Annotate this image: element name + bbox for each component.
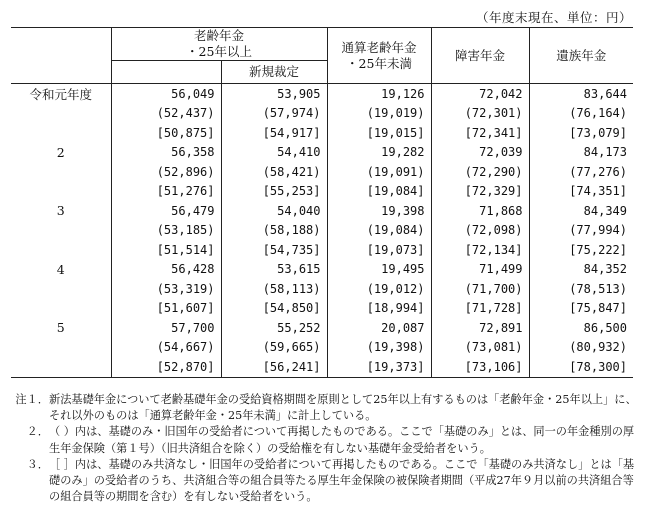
value-cell: [72,134] [431,240,529,260]
value-cell: 56,358 [111,143,221,163]
footnote-label: 注１． [15,393,49,406]
value-cell: (53,319) [111,279,221,299]
value-cell: (76,164) [529,104,633,124]
footnote [11,424,641,456]
value-cell: (54,667) [111,338,221,358]
value-cell: [73,079] [529,123,633,143]
value-cell: [74,351] [529,182,633,202]
value-cell: (53,185) [111,221,221,241]
value-cell: 53,905 [221,84,327,104]
year-cell [11,357,111,377]
table-row [11,104,633,124]
old-age-25plus-label: ・25年以上 [186,44,252,59]
year-cell: 5 [56,320,65,336]
value-cell: 72,039 [431,143,529,163]
value-cell: [54,850] [221,299,327,319]
value-cell: [18,994] [327,299,431,319]
footnote-text: 新法基礎年金について老齢基礎年金の受給資格期間を原則として25年以上有するものは「老齢年金・25年以上」に、それ以外のものは「通算老齢年金・25年未満」に計上している。 [49,393,637,423]
footnote-text: （ ）内は、基礎のみ・旧国年の受給者について再掲したものである。ここで「基礎のみ」とは、同一の年金種別の厚生年金保険（第１号）（旧共済組合を除く）の受給権を有しない基礎年金受給者をいう。 [49,425,635,455]
table-row [11,338,633,358]
value-cell: 53,615 [221,260,327,280]
table-row [11,84,633,104]
year-cell [11,162,111,182]
table-row [11,357,633,377]
value-cell: 20,087 [327,318,431,338]
year-cell: 3 [56,203,65,219]
value-cell: [52,870] [111,357,221,377]
value-cell: 56,479 [111,201,221,221]
value-cell: [72,341] [431,123,529,143]
value-cell: [78,300] [529,357,633,377]
value-cell: [75,222] [529,240,633,260]
value-cell: (19,019) [327,104,431,124]
value-cell: 84,173 [529,143,633,163]
unit-label: （年度末現在、単位：円） [475,10,632,25]
table-row [11,299,633,319]
table-row [11,260,633,280]
disability-pension-header: 障害年金 [431,28,529,84]
value-cell: (19,091) [327,162,431,182]
old-age-pension-header [111,28,327,61]
value-cell: 72,891 [431,318,529,338]
value-cell: 86,500 [529,318,633,338]
new-award-header: 新規裁定 [221,61,327,84]
table-row [11,201,633,221]
under-25-label: ・25年未満 [346,55,412,71]
value-cell: [75,847] [529,299,633,319]
value-cell: (80,932) [529,338,633,358]
value-cell: 54,040 [221,201,327,221]
value-cell: 19,495 [327,260,431,280]
year-header [11,28,111,84]
value-cell: [55,253] [221,182,327,202]
value-cell: (77,276) [529,162,633,182]
value-cell: [19,084] [327,182,431,202]
value-cell: 56,049 [111,84,221,104]
table-row [11,182,633,202]
value-cell: (19,398) [327,338,431,358]
year-cell: 4 [56,261,65,277]
year-cell [11,221,111,241]
value-cell: 19,398 [327,201,431,221]
value-cell: [56,241] [221,357,327,377]
value-cell: (72,301) [431,104,529,124]
value-cell: 56,428 [111,260,221,280]
value-cell: (58,113) [221,279,327,299]
value-cell: (72,098) [431,221,529,241]
transitional-pension-label: 通算老齢年金 [341,39,417,55]
value-cell: [19,015] [327,123,431,143]
year-cell [11,104,111,124]
table-row [11,279,633,299]
value-cell: (19,012) [327,279,431,299]
value-cell: (77,994) [529,221,633,241]
table-row [11,221,633,241]
value-cell: (52,896) [111,162,221,182]
value-cell: 84,349 [529,201,633,221]
value-cell: (52,437) [111,104,221,124]
value-cell: [51,607] [111,299,221,319]
value-cell: 19,126 [327,84,431,104]
value-cell: (58,188) [221,221,327,241]
value-cell: [71,728] [431,299,529,319]
value-cell: [19,073] [327,240,431,260]
year-cell [11,240,111,260]
value-cell: (58,421) [221,162,327,182]
year-cell [11,338,111,358]
table-row [11,162,633,182]
table-row [11,240,633,260]
value-cell: [54,917] [221,123,327,143]
value-cell: [50,875] [111,123,221,143]
value-cell: (72,290) [431,162,529,182]
pension-amount-table [11,27,633,378]
value-cell: 19,282 [327,143,431,163]
footnote [11,392,641,424]
value-cell: 71,499 [431,260,529,280]
value-cell: (71,700) [431,279,529,299]
value-cell: [73,106] [431,357,529,377]
value-cell: (78,513) [529,279,633,299]
table-row [11,318,633,338]
table-row [11,143,633,163]
value-cell: 57,700 [111,318,221,338]
footnote-label: ３． [26,457,49,471]
value-cell: 84,352 [529,260,633,280]
value-cell: (19,084) [327,221,431,241]
value-cell: 54,410 [221,143,327,163]
footnote-text: ［ ］内は、基礎のみ共済なし・旧国年の受給者について再掲したものである。ここで「基礎のみ共済なし」とは「基礎のみ」の受給者のうち、共済組合等の組合員等たる厚生年金保険の被保険者期間（平成27年９月以前の共済組合等の組合員等の期間を含む）を有しない受給者をいう。 [49,457,635,504]
year-cell [11,182,111,202]
year-cell [11,123,111,143]
value-cell: (59,665) [221,338,327,358]
value-cell: 71,868 [431,201,529,221]
value-cell: [19,373] [327,357,431,377]
year-cell [11,279,111,299]
value-cell: 72,042 [431,84,529,104]
value-cell: (73,081) [431,338,529,358]
value-cell: 83,644 [529,84,633,104]
old-age-pension-label: 老齢年金 [193,28,244,43]
year-cell: 2 [56,144,65,160]
old-age-spacer [111,61,221,84]
value-cell: 55,252 [221,318,327,338]
footnote [11,457,641,506]
year-cell [11,299,111,319]
survivors-pension-header: 遺族年金 [529,28,633,84]
footnotes [11,392,641,505]
transitional-pension-header [327,28,431,84]
footnote-label: ２． [26,425,49,439]
table-row [11,123,633,143]
value-cell: [72,329] [431,182,529,202]
value-cell: [54,735] [221,240,327,260]
year-cell: 令和元年度 [29,86,92,102]
value-cell: (57,974) [221,104,327,124]
value-cell: [51,514] [111,240,221,260]
value-cell: [51,276] [111,182,221,202]
